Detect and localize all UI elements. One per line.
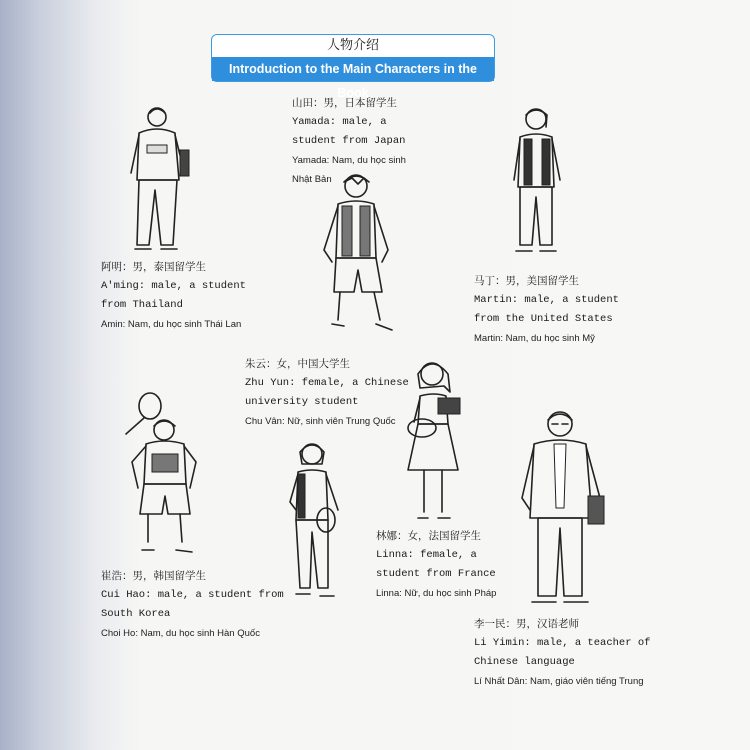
zhuyun-caption [245,355,409,431]
aming-caption-english-1: A'ming: male, a student [101,280,246,292]
zhuyun-illustration [278,440,358,605]
yamada-caption-chinese: 山田：男，日本留学生 [292,97,397,109]
linna-caption [376,527,496,603]
martin-illustration [502,105,572,260]
section-header [211,34,495,100]
cuihao-illustration [118,392,218,562]
martin-caption-english-2: from the United States [474,313,613,325]
header-title-english: Introduction to the Main Characters in the Book [212,57,494,81]
martin-caption [474,272,619,348]
zhuyun-caption-vietnamese: Chu Vân: Nữ, sinh viên Trung Quốc [245,416,396,427]
liyimin-illustration [512,408,612,613]
liyimin-caption-vietnamese: Lí Nhất Dân: Nam, giáo viên tiếng Trung [474,676,644,687]
aming-caption-vietnamese: Amin: Nam, du học sinh Thái Lan [101,319,242,330]
cuihao-caption-english-2: South Korea [101,608,171,620]
zhuyun-caption-english-1: Zhu Yun: female, a Chinese [245,377,409,389]
linna-caption-english-1: Linna: female, a [376,549,477,561]
aming-caption [101,258,246,334]
liyimin-caption-chinese: 李一民：男，汉语老师 [474,618,579,630]
yamada-caption-vietnamese-1: Yamada: Nam, du học sinh [292,155,406,166]
yamada-caption-english-1: Yamada: male, a [292,116,387,128]
cuihao-caption-english-1: Cui Hao: male, a student from [101,589,284,601]
martin-caption-chinese: 马丁：男，美国留学生 [474,275,579,287]
yamada-caption-vietnamese-2: Nhật Bản [292,174,332,185]
aming-caption-chinese: 阿明：男，泰国留学生 [101,261,206,273]
linna-caption-english-2: student from France [376,568,496,580]
aming-illustration [125,105,195,255]
liyimin-caption-english-1: Li Yimin: male, a teacher of [474,637,651,649]
zhuyun-caption-english-2: university student [245,396,359,408]
cuihao-caption [101,567,284,643]
header-title-chinese: 人物介绍 [326,38,379,53]
yamada-caption-english-2: student from Japan [292,135,406,147]
liyimin-caption [474,615,650,691]
linna-caption-vietnamese: Linna: Nữ, du học sinh Pháp [376,588,497,599]
cuihao-caption-vietnamese: Choi Ho: Nam, du học sinh Hàn Quốc [101,628,260,639]
cuihao-caption-chinese: 崔浩：男，韩国留学生 [101,570,206,582]
linna-caption-chinese: 林娜：女，法国留学生 [376,530,481,542]
liyimin-caption-english-2: Chinese language [474,656,575,668]
linna-illustration [400,358,475,528]
yamada-illustration [312,170,402,340]
martin-caption-english-1: Martin: male, a student [474,294,619,306]
aming-caption-english-2: from Thailand [101,299,183,311]
martin-caption-vietnamese: Martin: Nam, du học sinh Mỹ [474,333,595,344]
zhuyun-caption-chinese: 朱云：女，中国大学生 [245,358,350,370]
yamada-caption [292,94,406,189]
